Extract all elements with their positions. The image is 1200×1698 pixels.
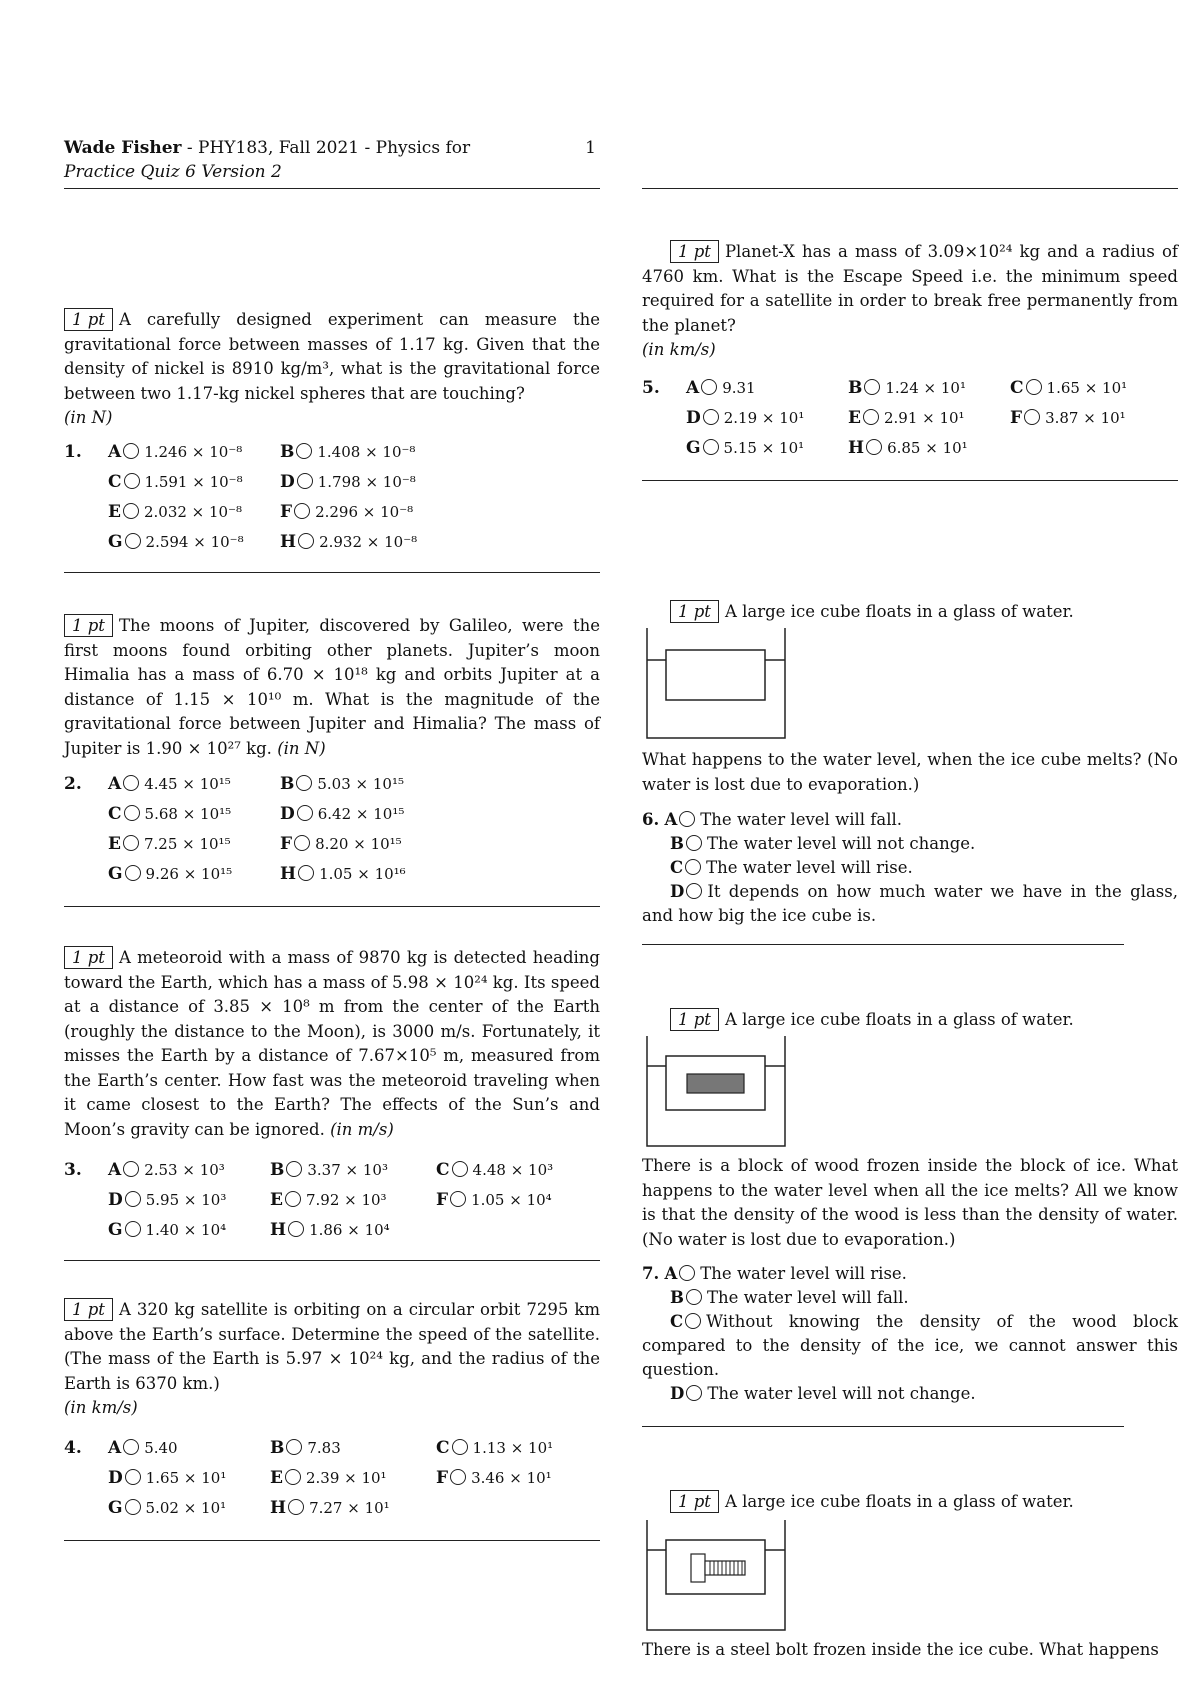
option-d[interactable]: D The water level will not change. bbox=[670, 1384, 976, 1403]
option-c[interactable]: C 4.48 × 10³ bbox=[436, 1160, 554, 1180]
radio-circle-icon bbox=[679, 811, 695, 827]
points-box: 1 pt bbox=[670, 240, 719, 263]
option-a[interactable]: 6. A The water level will fall. bbox=[642, 810, 903, 829]
radio-circle-icon bbox=[685, 1313, 701, 1329]
radio-circle-icon bbox=[123, 1161, 139, 1177]
radio-circle-icon bbox=[297, 473, 313, 489]
question-5 bbox=[642, 240, 1178, 363]
unit-label: (in N) bbox=[277, 738, 326, 758]
option-g[interactable]: G 5.15 × 10¹ bbox=[686, 438, 805, 458]
radio-circle-icon bbox=[288, 1499, 304, 1515]
option-g[interactable]: G 2.594 × 10⁻⁸ bbox=[108, 532, 244, 552]
radio-circle-icon bbox=[285, 1469, 301, 1485]
question-2 bbox=[64, 614, 600, 761]
radio-circle-icon bbox=[298, 533, 314, 549]
radio-circle-icon bbox=[296, 775, 312, 791]
radio-circle-icon bbox=[125, 1469, 141, 1485]
radio-circle-icon bbox=[125, 1221, 141, 1237]
radio-circle-icon bbox=[703, 439, 719, 455]
option-d[interactable]: D 6.42 × 10¹⁵ bbox=[280, 804, 405, 824]
ice-with-bolt-figure bbox=[646, 1520, 786, 1632]
question-6-text: What happens to the water level, when the ice cube melts? (No water is lost due to evaporation.) bbox=[642, 750, 1178, 794]
question-number: 1. bbox=[64, 442, 82, 462]
question-number: 3. bbox=[64, 1160, 82, 1180]
option-e[interactable]: E 2.39 × 10¹ bbox=[270, 1468, 387, 1488]
option-c[interactable]: C Without knowing the density of the wood block compared to the density of the ice, we cannot answer this question. bbox=[642, 1312, 1178, 1379]
option-b[interactable]: B 1.408 × 10⁻⁸ bbox=[280, 442, 416, 462]
radio-circle-icon bbox=[296, 443, 312, 459]
question-intro: A large ice cube floats in a glass of water. bbox=[724, 1492, 1074, 1511]
radio-circle-icon bbox=[1026, 379, 1042, 395]
option-f[interactable]: F 3.87 × 10¹ bbox=[1010, 408, 1126, 428]
points-box: 1 pt bbox=[64, 1298, 113, 1321]
option-a[interactable]: A 1.246 × 10⁻⁸ bbox=[108, 442, 243, 462]
option-g[interactable]: G 5.02 × 10¹ bbox=[108, 1498, 227, 1518]
points-box: 1 pt bbox=[64, 946, 113, 969]
option-g[interactable]: G 9.26 × 10¹⁵ bbox=[108, 864, 233, 884]
radio-circle-icon bbox=[125, 1499, 141, 1515]
radio-circle-icon bbox=[297, 805, 313, 821]
divider bbox=[642, 480, 1178, 481]
radio-circle-icon bbox=[125, 865, 141, 881]
radio-circle-icon bbox=[286, 1439, 302, 1455]
option-e[interactable]: E 2.91 × 10¹ bbox=[848, 408, 965, 428]
radio-circle-icon bbox=[124, 805, 140, 821]
option-d[interactable]: D 2.19 × 10¹ bbox=[686, 408, 805, 428]
radio-circle-icon bbox=[285, 1191, 301, 1207]
radio-circle-icon bbox=[685, 859, 701, 875]
radio-circle-icon bbox=[298, 865, 314, 881]
radio-circle-icon bbox=[294, 503, 310, 519]
course-title: - PHY183, Fall 2021 - Physics for bbox=[181, 138, 471, 158]
option-b[interactable]: B 7.83 bbox=[270, 1438, 341, 1458]
option-b[interactable]: B The water level will not change. bbox=[670, 834, 976, 853]
answer-block-6 bbox=[642, 808, 1178, 928]
option-a[interactable]: 7. A The water level will rise. bbox=[642, 1264, 907, 1283]
question-6-intro bbox=[642, 600, 1178, 625]
page-number: 1 bbox=[585, 138, 596, 158]
option-c[interactable]: C The water level will rise. bbox=[670, 858, 913, 877]
question-7-intro bbox=[642, 1008, 1178, 1033]
radio-circle-icon bbox=[686, 883, 702, 899]
option-h[interactable]: H 6.85 × 10¹ bbox=[848, 438, 968, 458]
divider bbox=[64, 906, 600, 907]
radio-circle-icon bbox=[288, 1221, 304, 1237]
question-intro: A large ice cube floats in a glass of water. bbox=[724, 602, 1074, 621]
radio-circle-icon bbox=[124, 473, 140, 489]
option-d[interactable]: D It depends on how much water we have in the glass, and how big the ice cube is. bbox=[642, 882, 1178, 925]
author-name: Wade Fisher bbox=[64, 138, 182, 158]
divider bbox=[642, 1426, 1124, 1427]
option-b[interactable]: B 3.37 × 10³ bbox=[270, 1160, 388, 1180]
radio-circle-icon bbox=[125, 1191, 141, 1207]
points-box: 1 pt bbox=[64, 308, 113, 331]
radio-circle-icon bbox=[863, 409, 879, 425]
radio-circle-icon bbox=[686, 1289, 702, 1305]
option-a[interactable]: A 2.53 × 10³ bbox=[108, 1160, 225, 1180]
points-box: 1 pt bbox=[670, 1490, 719, 1513]
option-a[interactable]: A 5.40 bbox=[108, 1438, 178, 1458]
page-header bbox=[64, 138, 600, 158]
unit-label: (in N) bbox=[64, 408, 113, 427]
option-f[interactable]: F 8.20 × 10¹⁵ bbox=[280, 834, 402, 854]
option-h[interactable]: H 1.86 × 10⁴ bbox=[270, 1220, 390, 1240]
answer-block-7 bbox=[642, 1262, 1178, 1406]
question-text: A carefully designed experiment can measure the gravitational force between masses of 1.17 kg. Given that the density of nickel is 8910 kg/m³, what is the gravitational force between two 1.17-kg nickel spheres that are touching? bbox=[64, 310, 600, 403]
option-e[interactable]: E 2.032 × 10⁻⁸ bbox=[108, 502, 243, 522]
question-number: 7. bbox=[642, 1264, 660, 1283]
option-f[interactable]: F 2.296 × 10⁻⁸ bbox=[280, 502, 414, 522]
radio-circle-icon bbox=[123, 443, 139, 459]
question-number: 5. bbox=[642, 378, 660, 398]
option-d[interactable]: D 1.798 × 10⁻⁸ bbox=[280, 472, 416, 492]
option-a[interactable]: A 9.31 bbox=[686, 378, 756, 398]
radio-circle-icon bbox=[1024, 409, 1040, 425]
option-b[interactable]: B 5.03 × 10¹⁵ bbox=[280, 774, 404, 794]
question-text: A meteoroid with a mass of 9870 kg is detected heading toward the Earth, which has a mass of 5.98 × 10²⁴ kg. Its speed at a distance of 3.85 × 10⁸ m from the center of the Earth (roughly the distance to the Moon), is 3000 m/s. Fortunately, it misses the Earth by a distance of 7.67×10⁵ m, measured from the Earth’s center. How fast was the meteoroid traveling when it came closest to the Earth? The effects of the Sun’s and Moon’s gravity can be ignored. bbox=[64, 948, 600, 1139]
unit-label: (in km/s) bbox=[642, 340, 716, 359]
option-c[interactable]: C 1.591 × 10⁻⁸ bbox=[108, 472, 243, 492]
question-intro: A large ice cube floats in a glass of water. bbox=[724, 1010, 1074, 1029]
points-box: 1 pt bbox=[64, 614, 113, 637]
option-f[interactable]: F 1.05 × 10⁴ bbox=[436, 1190, 552, 1210]
radio-circle-icon bbox=[450, 1191, 466, 1207]
radio-circle-icon bbox=[125, 533, 141, 549]
radio-circle-icon bbox=[452, 1161, 468, 1177]
question-8-intro bbox=[642, 1490, 1178, 1515]
option-b[interactable]: B 1.24 × 10¹ bbox=[848, 378, 966, 398]
ice-with-wood-figure bbox=[646, 1036, 786, 1148]
option-h[interactable]: H 2.932 × 10⁻⁸ bbox=[280, 532, 418, 552]
radio-circle-icon bbox=[286, 1161, 302, 1177]
question-text: The moons of Jupiter, discovered by Galileo, were the first moons found orbiting other planets. Jupiter’s moon Himalia has a mass of 6.70 × 10¹⁸ kg and orbits Jupiter at a distance of 1.15 × 10¹⁰ m. What is the magnitude of the gravitational force between Jupiter and Himalia? The mass of Jupiter is 1.90 × 10²⁷ kg. bbox=[64, 616, 600, 758]
option-e[interactable]: E 7.25 × 10¹⁵ bbox=[108, 834, 231, 854]
quiz-subtitle: Practice Quiz 6 Version 2 bbox=[64, 162, 282, 182]
divider bbox=[64, 572, 600, 573]
radio-circle-icon bbox=[864, 379, 880, 395]
option-e[interactable]: E 7.92 × 10³ bbox=[270, 1190, 387, 1210]
question-number: 6. bbox=[642, 810, 660, 829]
option-d[interactable]: D 1.65 × 10¹ bbox=[108, 1468, 227, 1488]
radio-circle-icon bbox=[701, 379, 717, 395]
radio-circle-icon bbox=[686, 1385, 702, 1401]
option-d[interactable]: D 5.95 × 10³ bbox=[108, 1190, 227, 1210]
question-text: Planet-X has a mass of 3.09×10²⁴ kg and a radius of 4760 km. What is the Escape Speed i.e. the minimum speed required for a satellite in order to break free permanently from the planet? bbox=[642, 242, 1178, 335]
option-b[interactable]: B The water level will fall. bbox=[670, 1288, 909, 1307]
divider bbox=[642, 944, 1124, 945]
option-a[interactable]: A 4.45 × 10¹⁵ bbox=[108, 774, 231, 794]
option-c[interactable]: C 5.68 × 10¹⁵ bbox=[108, 804, 232, 824]
option-c[interactable]: C 1.65 × 10¹ bbox=[1010, 378, 1128, 398]
option-c[interactable]: C 1.13 × 10¹ bbox=[436, 1438, 554, 1458]
option-h[interactable]: H 7.27 × 10¹ bbox=[270, 1498, 390, 1518]
radio-circle-icon bbox=[123, 1439, 139, 1455]
radio-circle-icon bbox=[450, 1469, 466, 1485]
divider bbox=[64, 1260, 600, 1261]
question-8-text: There is a steel bolt frozen inside the ice cube. What happens bbox=[642, 1640, 1159, 1659]
divider bbox=[64, 188, 600, 189]
radio-circle-icon bbox=[123, 835, 139, 851]
points-box: 1 pt bbox=[670, 600, 719, 623]
radio-circle-icon bbox=[866, 439, 882, 455]
question-4 bbox=[64, 1298, 600, 1421]
radio-circle-icon bbox=[123, 775, 139, 791]
unit-label: (in km/s) bbox=[64, 1398, 138, 1417]
question-3 bbox=[64, 946, 600, 1142]
question-number: 2. bbox=[64, 774, 82, 794]
question-text: A 320 kg satellite is orbiting on a circular orbit 7295 km above the Earth’s surface. Determine the speed of the satellite. (The mass of the Earth is 5.97 × 10²⁴ kg, and the radius of the Earth is 6370 km.) bbox=[64, 1300, 600, 1393]
radio-circle-icon bbox=[294, 835, 310, 851]
points-box: 1 pt bbox=[670, 1008, 719, 1031]
radio-circle-icon bbox=[123, 503, 139, 519]
radio-circle-icon bbox=[686, 835, 702, 851]
ice-cube-glass-figure bbox=[646, 628, 786, 740]
divider bbox=[642, 188, 1178, 189]
radio-circle-icon bbox=[452, 1439, 468, 1455]
option-f[interactable]: F 3.46 × 10¹ bbox=[436, 1468, 552, 1488]
unit-label: (in m/s) bbox=[330, 1119, 394, 1139]
radio-circle-icon bbox=[679, 1265, 695, 1281]
divider bbox=[64, 1540, 600, 1541]
option-g[interactable]: G 1.40 × 10⁴ bbox=[108, 1220, 227, 1240]
question-7-text: There is a block of wood frozen inside the block of ice. What happens to the water level when all the ice melts? All we know is that the density of the wood is less than the density of water. (No water is lost due to evaporation.) bbox=[642, 1156, 1178, 1249]
question-1 bbox=[64, 308, 600, 431]
radio-circle-icon bbox=[703, 409, 719, 425]
question-number: 4. bbox=[64, 1438, 82, 1458]
option-h[interactable]: H 1.05 × 10¹⁶ bbox=[280, 864, 406, 884]
